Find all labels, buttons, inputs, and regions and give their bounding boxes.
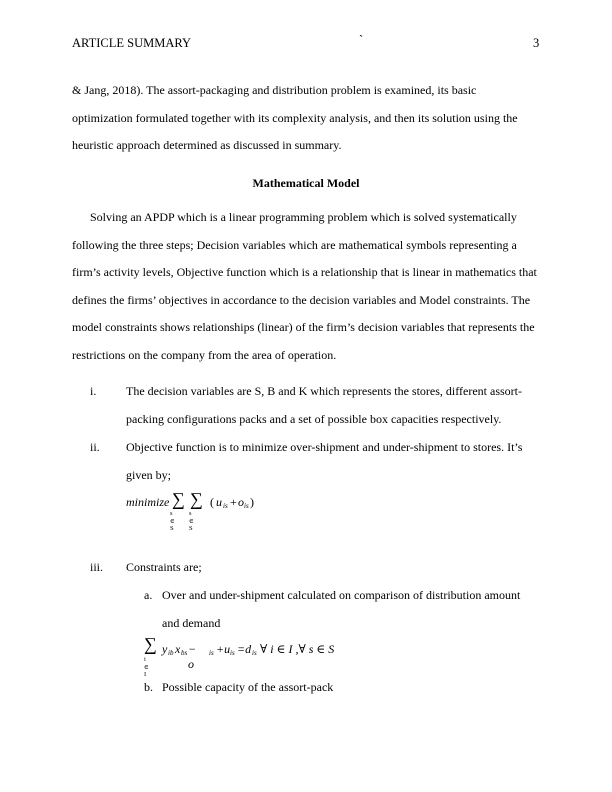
close-paren: ) [250,495,254,509]
minus-o: − o [188,642,197,671]
sublist-item-shipment: Over and under-shipment calculated on comparison of distribution amount and demand [162,588,521,630]
d-subscript: is [252,649,257,657]
list-item-objective-function: Objective function is to minimize over-shipment and under-shipment to stores. It’s given by; [126,440,523,482]
constraint-u-subscript: is [230,649,235,657]
header-tick: ` [359,33,364,47]
forall-clause: ∀ i ∈ I ,∀ s ∈ S [260,642,335,656]
constraint-sum-subscript: i ∈ I [144,656,149,678]
page-number: 3 [533,36,540,50]
list-marker-i: i. [90,384,97,398]
list-item-constraints: Constraints are; [126,560,202,574]
sum2-subscript: s ∈ S [189,510,194,532]
list-marker-ii: ii. [90,440,100,454]
sum1-subscript: s ∈ S [170,510,175,532]
list-item-decision-variables: The decision variables are S, B and K which represents the stores, different assort-packing configurations packs and a set of possible box capacities respectively. [126,384,522,426]
summation-symbol-2: ∑ [190,489,203,509]
var-y: y [162,642,168,656]
section-heading: Mathematical Model [252,176,360,190]
equals-d: =d [237,642,252,656]
list-marker-iii: iii. [90,560,104,574]
minimize-word: minimize [126,495,170,509]
body-paragraph: Solving an APDP which is a linear programming problem which is solved systematically following the three steps; Decision variables which are mathematical symbols representing a firm’s activity levels, Objective function which is a relationship that is linear in mathematics that defines the firms’ objectives in accordance to the decision variables and Model constraints. The model constraints shows relationships (linear) of the firm’s decision variables that represents the restrictions on the company from the area of operation. [72,210,537,362]
o-subscript: is [244,502,249,510]
u-subscript: is [223,502,228,510]
var-u: u [216,495,222,509]
sublist-marker-a: a. [144,588,153,602]
x-subscript: bs [181,649,188,657]
y-subscript: ib [168,649,174,657]
plus-sign: + [230,495,237,509]
sublist-marker-b: b. [144,680,153,694]
plus-u: +u [216,642,231,656]
constraint-o-subscript: is [209,649,214,657]
open-paren: ( [210,495,214,509]
var-x: x [175,642,181,656]
sublist-item-capacity: Possible capacity of the assort-pack [162,680,334,694]
constraint-summation-symbol: ∑ [144,634,157,654]
var-o: o [238,495,244,509]
summation-symbol: ∑ [172,489,185,509]
intro-paragraph: & Jang, 2018). The assort-packaging and distribution problem is examined, its basic optimization formulated together with its complexity analysis, and then its solution using the heuristic approach determined as discussed in summary. [72,83,518,152]
running-head: ARTICLE SUMMARY [72,36,192,50]
